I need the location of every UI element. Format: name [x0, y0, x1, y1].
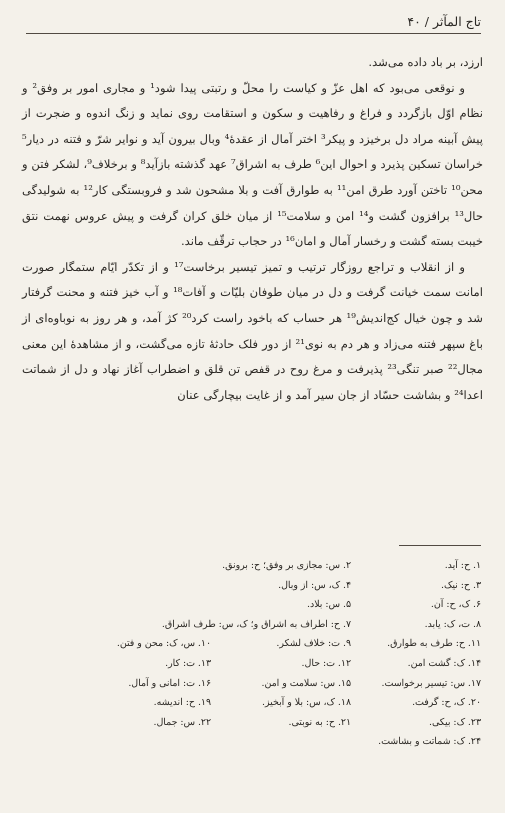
- footnote: ۸. ت، ک: یابد.: [424, 618, 481, 630]
- footnote: ۱۳. ت: کار.: [165, 657, 211, 669]
- footnote: ۱۷. س: تیسیر برخواست.: [381, 677, 481, 689]
- footnote: [52, 577, 211, 596]
- footnote: ۱۹. ح: اندیشه.: [153, 697, 211, 709]
- paragraph: و از انقلاب و تراجع روزگار ترتیب و تمیز تیسیر برخاست¹⁷ و از تکدّر ایّام ستمگار صورت امانت سمت خیانت گرفت و دل در میان طوفان بلیّات و آفات¹⁸ و آب خیز فتنه و محنت گرفتار شد و چون خیال کج‌اندیش¹⁹ هر حساب که باخود راست کرد²⁰ کژ آمد، و هر روز به نوباوه‌ای از باغ سپهر فتنه می‌زاد و هر دم به نوی²¹ از دور فلک حادثهٔ تازه می‌گشت، و از مشاهدهٔ این معنی مجال²² صبر تنگی²³ پذیرفت و مرغ روح در قفص تن قلق و اضطراب آغاز نهاد و دل از شماتت اعدا²⁴ و بشاشت حسّاد از جان سیر آمد و از غایت بیچارگی عنان: [22, 259, 483, 402]
- running-header: [26, 14, 481, 34]
- footnote: ۱۲. ت: حال.: [301, 657, 351, 669]
- footnote: ۲۰. ک، ح: گرفت.: [412, 697, 481, 709]
- footnote: ۱۱. ح: طرف به طوارق.: [387, 638, 481, 650]
- paragraph: و نوقعی می‌بود که اهل عزّ و کیاست را محلّ و رتبتی پیدا شود¹ و مجاری امور بر وفق² و نظام اوّل بازگردد و فراغ و رفاهیت و سکون و استقامت روی نماید و زنگ اندوه و ضجرت از پیش آبینه مراد دل برخیزد و پیکر³ اختر آمال از عقدهٔ⁴ وبال بیرون آید و نوایر شرّ و فتنه در دیار⁵ خراسان تسکین پذیرد و احوال این⁶ طرف به اشراق⁷ عهد گذشته بازآید⁸ و برخلاف⁹، لشکر فتن و محن¹⁰ تاختن آورد طرق امن¹¹ به طوارق آفت و بلا مشحون شد و فروبستگی کار¹² به شولیدگی حال¹³ برافزون گشت و¹⁴ امن و سلامت¹⁵ از میان خلق کران گرفت و پیش عروس نهمت نتق خیبت بسته گشت و رخسار آمال و امان¹⁶ در حجاب ترقّف ماند.: [22, 80, 484, 249]
- paragraph: ارزد، بر باد داده می‌شد.: [368, 55, 483, 69]
- footnote: [52, 596, 211, 615]
- footnote: ۹. ت: خلاف لشکر.: [276, 638, 351, 650]
- footnote: [52, 616, 211, 635]
- footnote: ۱۸. ک، س: بلا و آبخیز.: [262, 697, 351, 709]
- footnotes: [52, 557, 481, 752]
- header-title: تاج المآثر / ۴۰: [407, 14, 481, 29]
- footnote: ۱۵. س: سلامت و امن.: [261, 677, 351, 689]
- footnote: ۴. ک، س: از وبال.: [278, 579, 351, 591]
- footnote-divider: [399, 545, 481, 546]
- footnote: ۳. ح: نیک.: [440, 579, 481, 591]
- footnote: ۱. ح: آید.: [444, 560, 481, 571]
- footnote: ۱۴. ک: گشت امن.: [407, 657, 481, 669]
- footnote: ۲. س: مجازی بر وفق؛ ح: برونق.: [222, 560, 351, 571]
- footnote: ۶. ک، ح: آن.: [430, 599, 481, 611]
- footnote: ۲۴. ک: شماتت و بشاشت.: [378, 736, 481, 748]
- footnote: ۲۱. ح: به نوبتی.: [288, 716, 351, 728]
- footnote: ۵. س: بلاد.: [307, 599, 351, 611]
- footnote: ۱۶. ت: امانی و آمال.: [128, 677, 211, 689]
- main-text: [22, 50, 483, 408]
- footnote: ۱۰. س، ک: محن و فتن.: [116, 638, 211, 650]
- footnote: [52, 557, 211, 576]
- footnote: ۷. ح: اطراف به اشراق و؛ ک، س: طرف اشراق.: [161, 618, 351, 630]
- footnote: ۲۳. ک: بیکی.: [429, 716, 481, 728]
- footnote: ۲۲. س: جمال.: [153, 716, 211, 728]
